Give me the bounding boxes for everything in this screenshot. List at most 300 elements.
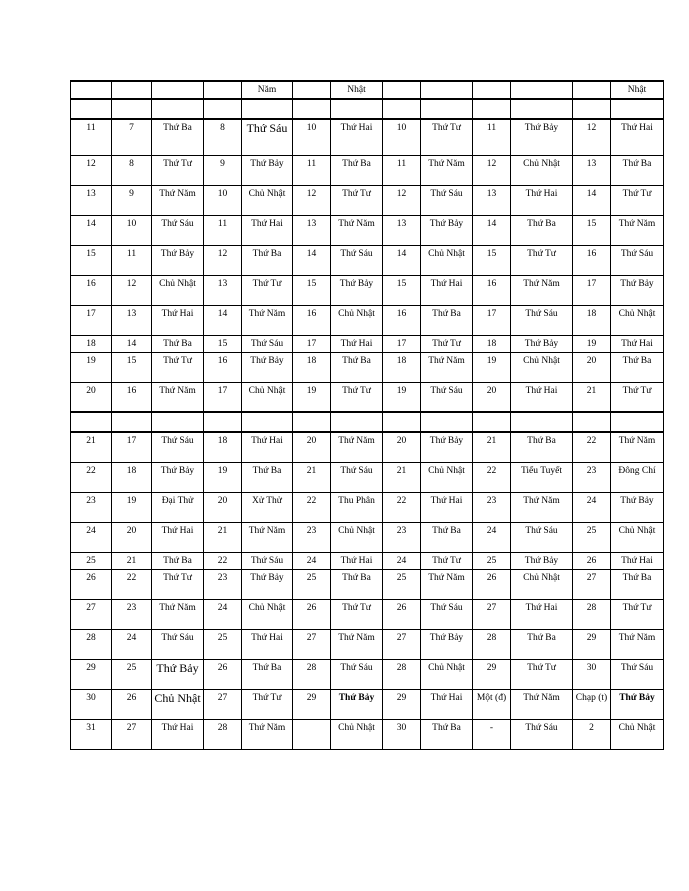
table-cell: Chủ Nhật bbox=[611, 305, 664, 335]
table-cell: 20 bbox=[573, 352, 611, 382]
table-cell bbox=[421, 412, 473, 432]
table-cell: 24 bbox=[112, 629, 152, 659]
table-cell: 17 bbox=[112, 432, 152, 462]
table-cell: 21 bbox=[293, 462, 331, 492]
table-cell: Thứ Bảy bbox=[152, 462, 204, 492]
table-cell: 24 bbox=[473, 522, 511, 552]
table-row bbox=[71, 629, 664, 659]
table-row bbox=[71, 432, 664, 462]
table-cell: Thứ Hai bbox=[611, 119, 664, 155]
table-cell: 15 bbox=[473, 245, 511, 275]
table-cell: 25 bbox=[383, 569, 421, 599]
date-cell: 31 bbox=[71, 719, 112, 749]
table-cell bbox=[331, 99, 383, 119]
date-cell: 18 bbox=[71, 335, 112, 352]
table-row bbox=[71, 155, 664, 185]
table-cell bbox=[293, 99, 331, 119]
table-row bbox=[71, 689, 664, 719]
table-cell: Thứ Bảy bbox=[421, 432, 473, 462]
table-cell: Thứ Ba bbox=[331, 352, 383, 382]
table-cell: Thứ Ba bbox=[331, 569, 383, 599]
table-cell: Nhật bbox=[611, 81, 664, 99]
table-cell: Thứ Tư bbox=[421, 119, 473, 155]
table-cell: 11 bbox=[293, 155, 331, 185]
table-cell: 16 bbox=[383, 305, 421, 335]
table-cell bbox=[331, 412, 383, 432]
table-cell: 25 bbox=[293, 569, 331, 599]
table-row bbox=[71, 382, 664, 412]
table-cell: Thứ Tư bbox=[611, 599, 664, 629]
table-cell: 18 bbox=[573, 305, 611, 335]
table-cell: 28 bbox=[573, 599, 611, 629]
table-cell: Chủ Nhật bbox=[242, 599, 293, 629]
table-row bbox=[71, 245, 664, 275]
table-cell: 11 bbox=[473, 119, 511, 155]
table-cell: 29 bbox=[293, 689, 331, 719]
table-cell: 8 bbox=[204, 119, 242, 155]
table-cell: Thứ Bảy bbox=[331, 689, 383, 719]
table-cell: Thứ Bảy bbox=[331, 275, 383, 305]
table-cell: 10 bbox=[293, 119, 331, 155]
table-cell: Thứ Bảy bbox=[242, 352, 293, 382]
table-cell: 25 bbox=[204, 629, 242, 659]
table-cell: Thứ Hai bbox=[331, 335, 383, 352]
table-cell: 18 bbox=[204, 432, 242, 462]
table-cell: 21 bbox=[204, 522, 242, 552]
table-cell: Chủ Nhật bbox=[242, 185, 293, 215]
table-cell: 26 bbox=[383, 599, 421, 629]
table-cell: Thứ Ba bbox=[331, 155, 383, 185]
table-cell: Thứ Sáu bbox=[331, 462, 383, 492]
table-cell: Thứ Hai bbox=[511, 185, 573, 215]
table-cell: Chủ Nhật bbox=[511, 155, 573, 185]
table-cell: Đông Chí bbox=[611, 462, 664, 492]
table-cell: Thứ Năm bbox=[511, 689, 573, 719]
table-cell: 18 bbox=[112, 462, 152, 492]
table-cell: Thứ Ba bbox=[242, 462, 293, 492]
table-cell: 26 bbox=[473, 569, 511, 599]
date-cell: 21 bbox=[71, 432, 112, 462]
table-cell: Thứ Tư bbox=[611, 382, 664, 412]
table-cell: 18 bbox=[293, 352, 331, 382]
table-cell: Thứ Hai bbox=[242, 432, 293, 462]
date-cell: 19 bbox=[71, 352, 112, 382]
table-row bbox=[71, 305, 664, 335]
table-cell: 12 bbox=[573, 119, 611, 155]
table-row bbox=[71, 215, 664, 245]
table-cell: 12 bbox=[112, 275, 152, 305]
table-cell: 19 bbox=[204, 462, 242, 492]
table-cell: 12 bbox=[383, 185, 421, 215]
table-row bbox=[71, 719, 664, 749]
table-cell: 28 bbox=[473, 629, 511, 659]
table-cell: Thứ Hai bbox=[152, 522, 204, 552]
table-cell: Thứ Ba bbox=[242, 245, 293, 275]
table-cell: 20 bbox=[293, 432, 331, 462]
table-cell: 22 bbox=[473, 462, 511, 492]
table-cell bbox=[383, 81, 421, 99]
table-cell: 24 bbox=[383, 552, 421, 569]
table-cell: Thứ Sáu bbox=[611, 245, 664, 275]
table-cell: Thứ Bảy bbox=[611, 689, 664, 719]
table-cell: 13 bbox=[383, 215, 421, 245]
table-cell bbox=[511, 412, 573, 432]
table-cell: Thứ Hai bbox=[242, 215, 293, 245]
table-row bbox=[71, 275, 664, 305]
table-cell: 10 bbox=[112, 215, 152, 245]
table-cell: 29 bbox=[383, 689, 421, 719]
table-row bbox=[71, 462, 664, 492]
table-cell bbox=[112, 81, 152, 99]
table-cell: Thứ Hai bbox=[152, 305, 204, 335]
table-cell: Thứ Hai bbox=[331, 119, 383, 155]
table-cell bbox=[573, 412, 611, 432]
table-cell: 8 bbox=[112, 155, 152, 185]
table-cell: Thứ Tư bbox=[331, 382, 383, 412]
table-cell: Chủ Nhật bbox=[152, 275, 204, 305]
table-cell: 24 bbox=[204, 599, 242, 629]
table-cell: Thứ Ba bbox=[421, 719, 473, 749]
table-cell: Thứ Năm bbox=[152, 599, 204, 629]
table-cell: Thứ Hai bbox=[331, 552, 383, 569]
table-cell: Thứ Ba bbox=[511, 215, 573, 245]
table-cell: 9 bbox=[112, 185, 152, 215]
table-cell bbox=[204, 99, 242, 119]
table-cell bbox=[511, 81, 573, 99]
table-cell bbox=[383, 99, 421, 119]
table-cell: Thứ Tư bbox=[511, 245, 573, 275]
table-cell: 14 bbox=[383, 245, 421, 275]
table-cell bbox=[383, 412, 421, 432]
table-cell bbox=[573, 99, 611, 119]
table-cell: 25 bbox=[573, 522, 611, 552]
table-cell: Xử Thử bbox=[242, 492, 293, 522]
table-cell: 17 bbox=[573, 275, 611, 305]
table-cell: 30 bbox=[573, 659, 611, 689]
table-cell: 13 bbox=[573, 155, 611, 185]
table-cell: Thứ Hai bbox=[511, 382, 573, 412]
table-cell: Thứ Hai bbox=[421, 689, 473, 719]
table-row bbox=[71, 552, 664, 569]
table-cell: Năm bbox=[242, 81, 293, 99]
table-cell: 15 bbox=[204, 335, 242, 352]
table-cell: Thứ Tư bbox=[421, 552, 473, 569]
table-row bbox=[71, 335, 664, 352]
table-cell: 10 bbox=[204, 185, 242, 215]
date-cell: 14 bbox=[71, 215, 112, 245]
table-cell: 24 bbox=[293, 552, 331, 569]
table-cell: Thứ Tư bbox=[421, 335, 473, 352]
table-cell: Thu Phân bbox=[331, 492, 383, 522]
table-cell: Thứ Năm bbox=[421, 569, 473, 599]
table-cell bbox=[421, 81, 473, 99]
table-cell: Thứ Năm bbox=[331, 629, 383, 659]
table-cell: Thứ Bảy bbox=[152, 659, 204, 689]
table-cell: Thứ Hai bbox=[511, 599, 573, 629]
table-cell: 21 bbox=[112, 552, 152, 569]
date-cell: 24 bbox=[71, 522, 112, 552]
table-cell: Thứ Năm bbox=[242, 719, 293, 749]
table-cell: 20 bbox=[473, 382, 511, 412]
table-cell: 11 bbox=[383, 155, 421, 185]
table-cell: Thứ Tư bbox=[152, 352, 204, 382]
table-row bbox=[71, 185, 664, 215]
table-cell: 22 bbox=[293, 492, 331, 522]
table-cell: 17 bbox=[204, 382, 242, 412]
table-cell: Thứ Sáu bbox=[331, 245, 383, 275]
table-cell: 23 bbox=[383, 522, 421, 552]
table-cell bbox=[473, 81, 511, 99]
table-cell: 27 bbox=[293, 629, 331, 659]
table-cell: 14 bbox=[293, 245, 331, 275]
date-cell: 17 bbox=[71, 305, 112, 335]
table-cell: 11 bbox=[204, 215, 242, 245]
table-cell: Thứ Sáu bbox=[152, 215, 204, 245]
table-cell: 14 bbox=[473, 215, 511, 245]
table-cell: Chủ Nhật bbox=[511, 569, 573, 599]
date-cell: 30 bbox=[71, 689, 112, 719]
table-cell: Thứ Năm bbox=[152, 185, 204, 215]
table-cell: Chủ Nhật bbox=[611, 522, 664, 552]
table-cell: 14 bbox=[573, 185, 611, 215]
table-cell: 9 bbox=[204, 155, 242, 185]
table-cell: 23 bbox=[473, 492, 511, 522]
date-cell: 26 bbox=[71, 569, 112, 599]
table-cell: Thứ Ba bbox=[152, 335, 204, 352]
table-cell: 12 bbox=[204, 245, 242, 275]
table-cell: 18 bbox=[473, 335, 511, 352]
date-cell: 25 bbox=[71, 552, 112, 569]
table-cell: - bbox=[473, 719, 511, 749]
table-cell: Thứ Sáu bbox=[511, 305, 573, 335]
table-cell: Chủ Nhật bbox=[421, 659, 473, 689]
table-cell: 13 bbox=[204, 275, 242, 305]
table-cell: Chủ Nhật bbox=[152, 689, 204, 719]
table-cell bbox=[611, 412, 664, 432]
table-cell: Thứ Sáu bbox=[611, 659, 664, 689]
table-cell bbox=[152, 99, 204, 119]
table-cell: 28 bbox=[293, 659, 331, 689]
table-cell: Thứ Ba bbox=[421, 305, 473, 335]
table-cell bbox=[573, 81, 611, 99]
table-cell: 25 bbox=[473, 552, 511, 569]
table-cell: 17 bbox=[473, 305, 511, 335]
table-cell: 2 bbox=[573, 719, 611, 749]
table-cell bbox=[421, 99, 473, 119]
table-cell: Thứ Tư bbox=[152, 155, 204, 185]
table-cell: 15 bbox=[383, 275, 421, 305]
table-cell: Thứ Hai bbox=[152, 719, 204, 749]
table-cell: Thứ Năm bbox=[611, 432, 664, 462]
table-cell: Nhật bbox=[331, 81, 383, 99]
date-cell: 29 bbox=[71, 659, 112, 689]
table-row bbox=[71, 492, 664, 522]
table-cell: Thứ Ba bbox=[611, 155, 664, 185]
table-cell: Thứ Sáu bbox=[242, 335, 293, 352]
table-cell: 13 bbox=[473, 185, 511, 215]
table-cell: Chủ Nhật bbox=[611, 719, 664, 749]
table-cell: Thứ Ba bbox=[611, 352, 664, 382]
table-row bbox=[71, 569, 664, 599]
table-row bbox=[71, 659, 664, 689]
table-cell: 27 bbox=[383, 629, 421, 659]
table-cell: Thứ Ba bbox=[152, 119, 204, 155]
table-cell: 19 bbox=[293, 382, 331, 412]
table-cell: 28 bbox=[204, 719, 242, 749]
table-row bbox=[71, 599, 664, 629]
table-cell: Thứ Hai bbox=[421, 492, 473, 522]
table-cell: Thứ Hai bbox=[611, 552, 664, 569]
table-cell: 26 bbox=[573, 552, 611, 569]
table-cell bbox=[242, 99, 293, 119]
table-cell: Thứ Năm bbox=[511, 492, 573, 522]
table-cell: Chủ Nhật bbox=[421, 462, 473, 492]
table-cell: 17 bbox=[293, 335, 331, 352]
date-cell: 12 bbox=[71, 155, 112, 185]
table-row bbox=[71, 81, 664, 99]
date-cell: 16 bbox=[71, 275, 112, 305]
table-cell: 28 bbox=[383, 659, 421, 689]
table-cell: 23 bbox=[112, 599, 152, 629]
table-cell bbox=[152, 81, 204, 99]
table-cell: Thứ Sáu bbox=[331, 659, 383, 689]
table-cell: Thứ Bảy bbox=[511, 335, 573, 352]
table-cell bbox=[611, 99, 664, 119]
table-cell: Thứ Năm bbox=[152, 382, 204, 412]
table-cell: 16 bbox=[112, 382, 152, 412]
table-cell: Thứ Hai bbox=[242, 629, 293, 659]
table-cell: 21 bbox=[383, 462, 421, 492]
table-cell: 19 bbox=[112, 492, 152, 522]
calendar-table bbox=[70, 80, 664, 750]
table-cell: Thứ Sáu bbox=[511, 522, 573, 552]
table-row bbox=[71, 522, 664, 552]
table-cell bbox=[242, 412, 293, 432]
date-cell: 15 bbox=[71, 245, 112, 275]
table-cell: Chủ Nhật bbox=[421, 245, 473, 275]
table-cell: Một (đ) bbox=[473, 689, 511, 719]
table-cell: 14 bbox=[204, 305, 242, 335]
table-cell: 15 bbox=[293, 275, 331, 305]
table-cell: Thứ Năm bbox=[421, 155, 473, 185]
table-cell: 20 bbox=[204, 492, 242, 522]
table-cell bbox=[204, 81, 242, 99]
table-cell: Thứ Hai bbox=[421, 275, 473, 305]
table-cell bbox=[473, 412, 511, 432]
table-cell: 13 bbox=[293, 215, 331, 245]
table-cell: Thứ Sáu bbox=[242, 552, 293, 569]
table-cell: Thứ Hai bbox=[611, 335, 664, 352]
table-cell: 30 bbox=[383, 719, 421, 749]
table-cell: 24 bbox=[573, 492, 611, 522]
table-cell: 23 bbox=[293, 522, 331, 552]
table-cell: Thứ Năm bbox=[511, 275, 573, 305]
table-cell bbox=[473, 99, 511, 119]
table-cell: 12 bbox=[293, 185, 331, 215]
table-cell: 21 bbox=[473, 432, 511, 462]
date-cell bbox=[71, 81, 112, 99]
table-cell: 17 bbox=[383, 335, 421, 352]
table-cell: 21 bbox=[573, 382, 611, 412]
table-cell: 11 bbox=[112, 245, 152, 275]
table-row bbox=[71, 412, 664, 432]
table-cell: Thứ Năm bbox=[421, 352, 473, 382]
table-cell: Thứ Sáu bbox=[242, 119, 293, 155]
table-cell: Chủ Nhật bbox=[242, 382, 293, 412]
table-cell: Thứ Tư bbox=[152, 569, 204, 599]
table-cell: Thứ Sáu bbox=[152, 432, 204, 462]
table-cell: 18 bbox=[383, 352, 421, 382]
table-cell: Thứ Bảy bbox=[511, 119, 573, 155]
table-cell: Thứ Sáu bbox=[152, 629, 204, 659]
table-cell: 27 bbox=[473, 599, 511, 629]
table-cell: Thứ Năm bbox=[242, 305, 293, 335]
table-cell: Thứ Bảy bbox=[511, 552, 573, 569]
table-cell: 19 bbox=[473, 352, 511, 382]
table-row bbox=[71, 352, 664, 382]
table-cell bbox=[293, 412, 331, 432]
table-cell: 22 bbox=[573, 432, 611, 462]
table-cell: 16 bbox=[573, 245, 611, 275]
date-cell: 23 bbox=[71, 492, 112, 522]
table-cell bbox=[293, 81, 331, 99]
table-cell: Đại Thử bbox=[152, 492, 204, 522]
table-cell: Thứ Bảy bbox=[152, 245, 204, 275]
table-cell: 15 bbox=[573, 215, 611, 245]
date-cell: 28 bbox=[71, 629, 112, 659]
table-cell: Thứ Năm bbox=[242, 522, 293, 552]
table-cell: 22 bbox=[112, 569, 152, 599]
table-cell: Thứ Bảy bbox=[242, 155, 293, 185]
table-cell: 13 bbox=[112, 305, 152, 335]
table-cell: Thứ Bảy bbox=[421, 215, 473, 245]
table-cell: Thứ Năm bbox=[611, 629, 664, 659]
table-cell: 27 bbox=[573, 569, 611, 599]
table-cell: Thứ Sáu bbox=[421, 185, 473, 215]
table-cell: 7 bbox=[112, 119, 152, 155]
calendar-body bbox=[71, 81, 664, 749]
table-cell: 15 bbox=[112, 352, 152, 382]
table-row bbox=[71, 119, 664, 155]
table-cell: 16 bbox=[473, 275, 511, 305]
table-cell: Thứ Bảy bbox=[421, 629, 473, 659]
table-cell: 26 bbox=[293, 599, 331, 629]
date-cell: 22 bbox=[71, 462, 112, 492]
table-cell: 19 bbox=[573, 335, 611, 352]
table-cell: 20 bbox=[383, 432, 421, 462]
table-cell: 25 bbox=[112, 659, 152, 689]
table-cell: 29 bbox=[573, 629, 611, 659]
table-cell: Thứ Bảy bbox=[611, 492, 664, 522]
table-cell: Thứ Ba bbox=[611, 569, 664, 599]
table-cell: Thứ Sáu bbox=[421, 599, 473, 629]
table-cell bbox=[112, 99, 152, 119]
table-cell bbox=[511, 99, 573, 119]
table-cell: 22 bbox=[204, 552, 242, 569]
table-cell: 19 bbox=[383, 382, 421, 412]
table-row bbox=[71, 99, 664, 119]
table-cell: Chủ Nhật bbox=[331, 305, 383, 335]
table-cell: 26 bbox=[112, 689, 152, 719]
table-cell: Thứ Sáu bbox=[421, 382, 473, 412]
table-cell: Thứ Ba bbox=[242, 659, 293, 689]
table-cell bbox=[293, 719, 331, 749]
table-cell: Thứ Ba bbox=[511, 432, 573, 462]
date-cell: 11 bbox=[71, 119, 112, 155]
table-cell bbox=[152, 412, 204, 432]
table-cell: 14 bbox=[112, 335, 152, 352]
table-cell: Thứ Năm bbox=[331, 215, 383, 245]
